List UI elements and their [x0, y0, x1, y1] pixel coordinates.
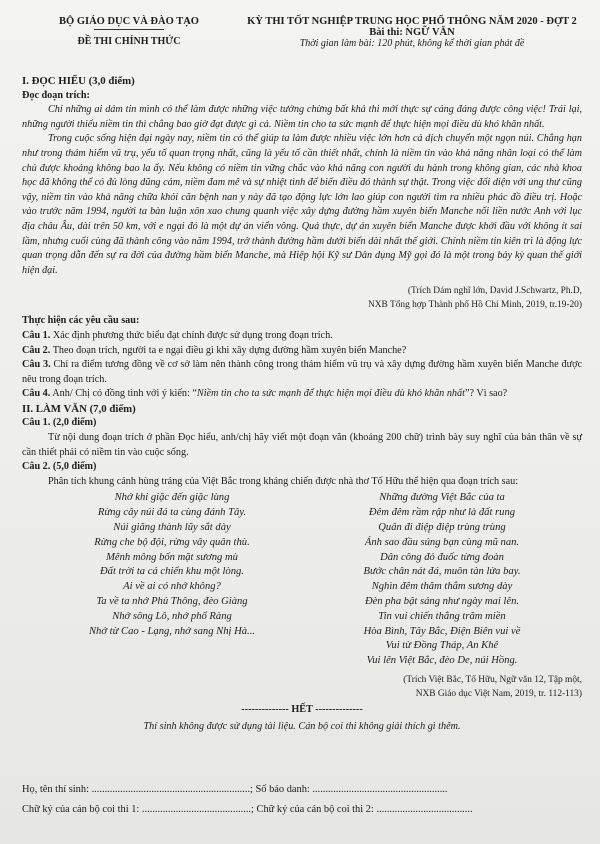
- poem-line: Bước chân nát đá, muôn tàn lửa bay.: [363, 566, 521, 578]
- essay-q1-label: Câu 1. (2,0 điểm): [22, 417, 97, 429]
- poem-line: Nhớ sông Lô, nhớ phố Ràng: [112, 610, 232, 622]
- poem-line: Đêm đêm rầm rập như là đất rung: [368, 507, 516, 519]
- question-4-label: Câu 4.: [22, 388, 51, 400]
- ministry-underline: [94, 29, 164, 30]
- poem-line: Ai về ai có nhớ không?: [123, 581, 221, 593]
- ministry-name: BỘ GIÁO DỤC VÀ ĐÀO TẠO: [59, 16, 199, 27]
- sbd-field[interactable]: ....................................................: [312, 784, 448, 795]
- question-4: [22, 387, 582, 402]
- passage-paragraph-1: Chỉ những ai dám tin mình có thể làm được những việc tưởng chừng bất khả thi mới thực sự cảng đáng được công việc! Trái lại, những người thiếu niềm tin thì chẳng bao giờ đạt được gì cả. Niềm tin cho ta sức mạnh để thực hiện mọi điều dù khó khăn nhất.: [22, 104, 582, 130]
- poem-line: Ta về ta nhớ Phủ Thông, đèo Giàng: [96, 596, 248, 608]
- poem-line: Mênh mông bốn mặt sương mù: [106, 551, 238, 563]
- signature-2-label: ; Chữ ký của cán bộ coi thi 2:: [251, 804, 374, 815]
- poem-line: Hòa Bình, Tây Bắc, Điện Biên vui về: [363, 625, 521, 637]
- candidate-name-row: [22, 780, 582, 800]
- question-3-label: Câu 3.: [22, 359, 51, 371]
- signature-1-field[interactable]: ..........................................: [141, 804, 252, 815]
- poem-line: Vui từ Đồng Tháp, An Khê: [385, 640, 499, 652]
- poem-line: Đèn pha bật sáng như ngày mai lên.: [364, 596, 520, 608]
- poem-line: Đất trời ta cả chiến khu một lòng.: [100, 566, 244, 578]
- exam-note: Thí sinh không được sử dụng tài liệu. Cán bộ coi thi không giải thích gì thêm.: [143, 720, 461, 732]
- signature-1-label: Chữ ký của cán bộ coi thi 1:: [22, 804, 140, 815]
- poem-line: Nhớ từ Cao - Lạng, nhớ sang Nhị Hà...: [88, 625, 255, 637]
- poem: [22, 491, 582, 669]
- passage-paragraph-2: Trong cuộc sống hiện đại ngày nay, niềm tin có thể giúp ta làm được nhiều việc lớn hơn cả dịch chuyển một ngọn núi. Chẳng hạn như trong thám hiểm vũ trụ, yếu tố quan trọng nhất, cũng là yếu tố cần thiết nhất, chính là niềm tin vào khả năng nhân loại có thể làm chủ được khoảng không bao la ấy. Nếu không có niềm tin vững chắc vào khả năng con người du hành trong không gian, các nhà khoa học đã không thể có đủ lòng dũng cảm, niềm đam mê và sự nhiệt tình để biến điều đó thành sự thật. Trong việc đối diện với ung thư cũng vậy, niềm tin vào khả năng chữa khỏi căn bệnh nan y này đã tạo động lực lớn lao giúp con người tìm ra nhiều phác đồ điều trị. Hoặc vào trước năm 1994, người ta bàn luận xôn xao chung quanh việc xây dựng đường hầm xuyên biển Manche nối liền nước Anh với lục địa châu Âu, dài trên 50 km, với e ngại đó là một dự án viển vông. Quả thực, dự án xuyên biển Manche được khởi đầu với không ít sai lầm, nhưng cuối cùng đã thành công vào năm 1994, trở thành đường hầm dưới biển dài nhất thế giới. Chính niềm tin kiên trì là động lực quan trọng dẫn đến sự ra đời của đường hầm biển Manche, mà Hiệp hội Kỹ sư Dân dụng Mỹ gọi đó là một trong bảy kỳ quan thế giới hiện đại.: [22, 133, 582, 276]
- question-1-text: Xác định phương thức biểu đạt chính được sử dụng trong đoạn trích.: [52, 329, 333, 341]
- question-1: [22, 329, 582, 344]
- question-4-text-pre: Anh/ Chị có đồng tình với ý kiến: “: [52, 388, 197, 400]
- passage-source-2: NXB Tổng hợp Thành phố Hồ Chí Minh, 2019, tr.19-20): [368, 300, 582, 311]
- requirements-title: Thực hiện các yêu cầu sau:: [22, 315, 140, 327]
- candidate-name-label: Họ, tên thí sinh:: [22, 784, 89, 795]
- essay-q2-text: Phân tích khung cảnh hùng tráng của Việt Bắc trong kháng chiến được nhà thơ Tố Hữu thể hiện qua đoạn trích sau:: [48, 475, 519, 487]
- essay-q2-label: Câu 2. (5,0 điểm): [22, 461, 97, 473]
- part1-instruction: Đọc đoạn trích:: [22, 89, 90, 101]
- poem-line: Những đường Việt Bắc của ta: [379, 492, 505, 504]
- poem-line: Rừng che bộ đội, rừng vây quân thù.: [94, 536, 250, 548]
- poem-line: Vui lên Việt Bắc, đèo De, núi Hồng.: [366, 655, 518, 667]
- subject-line: Bài thi: NGỮ VĂN: [369, 27, 455, 38]
- question-2-label: Câu 2.: [22, 344, 51, 356]
- poem-line: Quân đi điệp điệp trùng trùng: [378, 522, 506, 534]
- part1-title: I. ĐỌC HIỂU (3,0 điểm): [22, 75, 135, 87]
- sbd-label: ; Số báo danh:: [250, 784, 310, 795]
- question-3-text: Chỉ ra điểm tương đồng về cơ sở làm nên thành công trong thám hiểm vũ trụ và xây dựng đường hầm xuyên biển Manche được nêu trong đoạn trích.: [22, 359, 583, 385]
- question-3: [22, 358, 582, 387]
- end-mark: -------------- HẾT --------------: [241, 704, 363, 715]
- poem-line: Rừng cây núi đá ta cùng đánh Tây.: [97, 507, 247, 519]
- exam-body: [22, 74, 582, 734]
- poem-source-2: NXB Giáo dục Việt Nam, 2019, tr. 112-113): [415, 689, 582, 699]
- poem-right-column: [322, 491, 562, 669]
- poem-left-column: [22, 491, 322, 669]
- question-2: [22, 344, 582, 359]
- header-left: [24, 16, 234, 47]
- question-4-quote: Niềm tin cho ta sức mạnh để thực hiện mọi điều dù khó khăn nhất: [196, 388, 465, 400]
- poem-line: Nhớ khi giặc đến giặc lùng: [114, 492, 230, 504]
- header-right: [232, 16, 592, 49]
- poem-line: Ánh sao đầu súng bạn cùng mũ nan.: [364, 536, 520, 548]
- end-mark-text: HẾT: [291, 704, 313, 715]
- poem-line: Tin vui chiến thắng trăm miền: [378, 610, 506, 622]
- exam-title: KỲ THI TỐT NGHIỆP TRUNG HỌC PHỔ THÔNG NĂM 2020 - ĐỢT 2: [247, 16, 577, 27]
- poem-line: Núi giăng thành lũy sắt dày: [113, 522, 231, 534]
- poem-source-1: (Trích Việt Bắc, Tố Hữu, Ngữ văn 12, Tập một,: [403, 675, 582, 685]
- candidate-name-field[interactable]: .............................................................: [91, 784, 251, 795]
- signature-row: [22, 800, 582, 820]
- signature-2-field[interactable]: .....................................: [376, 804, 473, 815]
- passage-source-1: (Trích Dám nghĩ lớn, David J.Schwartz, Ph.D,: [407, 286, 582, 297]
- essay-q1-text: Từ nội dung đoạn trích ở phần Đọc hiểu, anh/chị hãy viết một đoạn văn (khoảng 200 chữ) trình bày suy nghĩ của bản thân về sự cần thiết phải có niềm tin vào cuộc sống.: [22, 432, 582, 458]
- poem-line: Nghìn đêm thăm thẳm sương dày: [371, 581, 513, 593]
- part2-title: II. LÀM VĂN (7,0 điểm): [22, 402, 136, 415]
- question-1-label: Câu 1.: [22, 329, 51, 341]
- question-2-text: Theo đoạn trích, người ta e ngại điều gì khi xây dựng đường hầm xuyên biển Manche?: [52, 344, 407, 356]
- candidate-info: [22, 780, 582, 820]
- time-line: Thời gian làm bài: 120 phút, không kể thời gian phát đề: [299, 38, 525, 49]
- poem-line: Dân công đỏ đuốc từng đoàn: [380, 551, 504, 563]
- official-label: ĐỀ THI CHÍNH THỨC: [77, 36, 181, 47]
- question-4-text-post: ”? Vì sao?: [464, 388, 508, 400]
